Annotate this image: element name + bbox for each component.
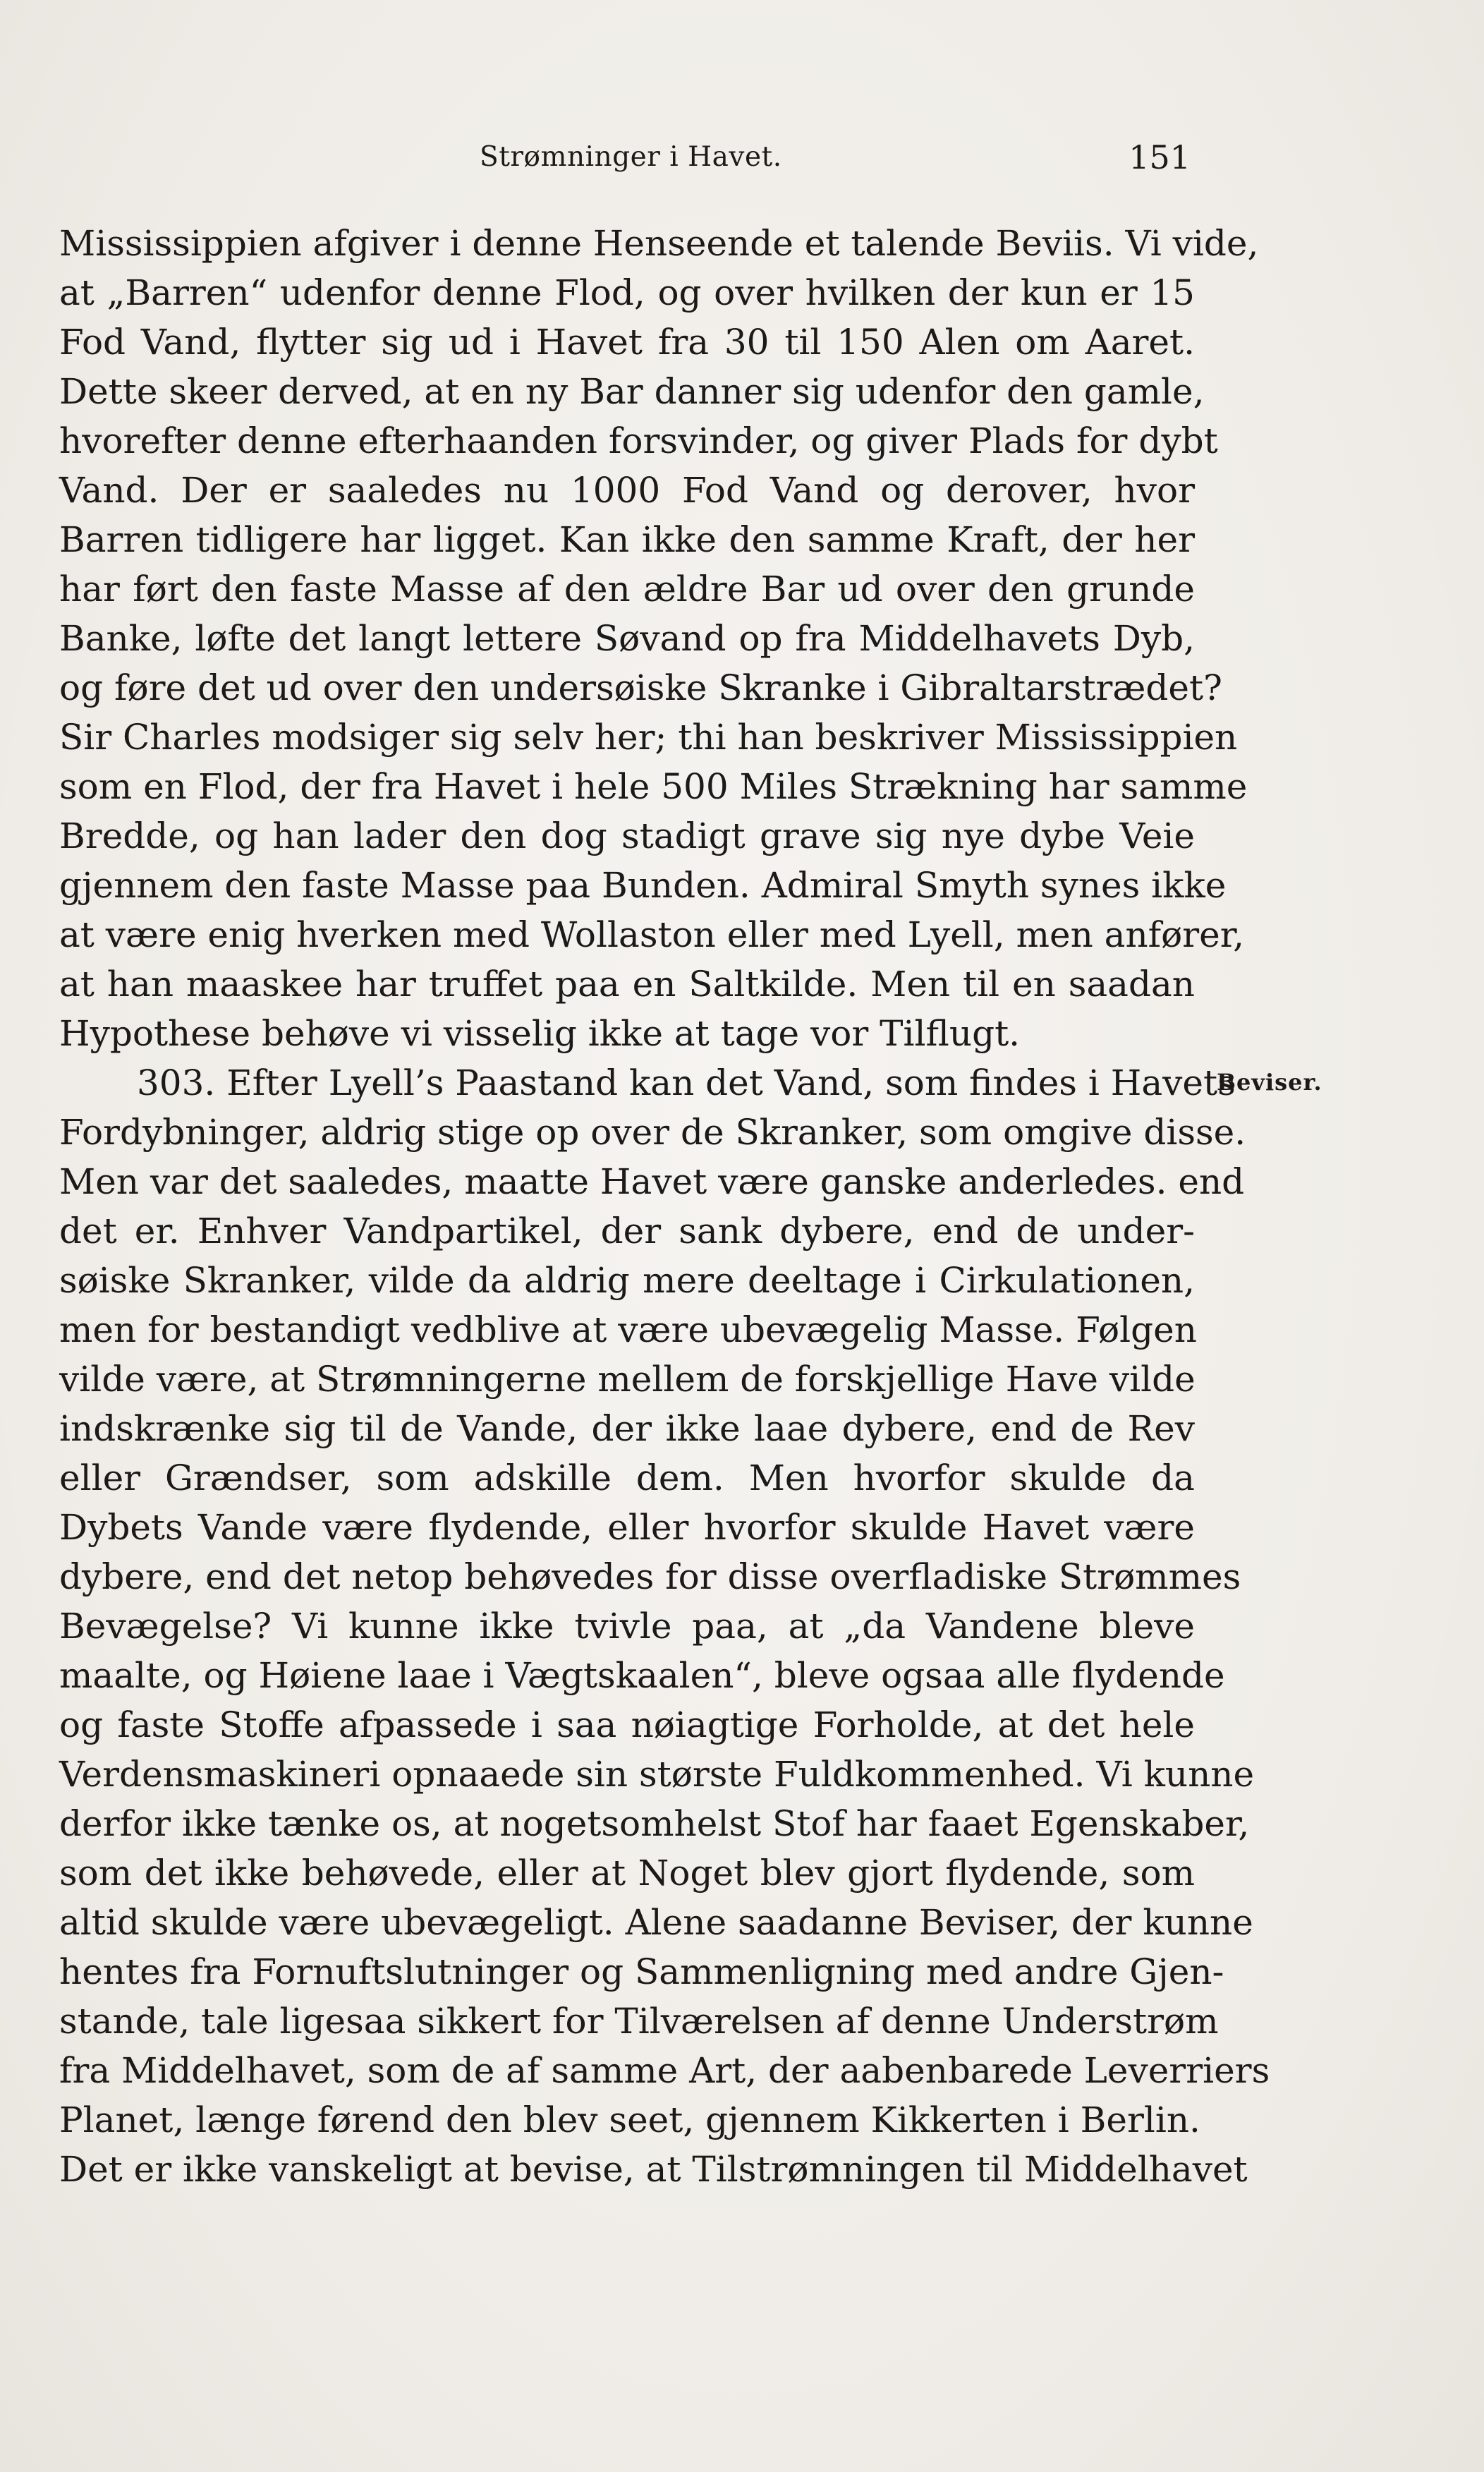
- text-line: Men var det saaledes, maatte Havet være ganske anderledes. end: [59, 1161, 1245, 1202]
- body-text: [59, 219, 1270, 2194]
- text-line: altid skulde være ubevægeligt. Alene saadanne Beviser, der kunne: [59, 1902, 1253, 1943]
- running-title: Strømninger i Havet.: [480, 141, 782, 173]
- margin-note: Beviser.: [1217, 1069, 1322, 1096]
- text-line: Verdensmaskineri opnaaede sin største Fuldkommenhed. Vi kunne: [59, 1754, 1255, 1795]
- text-line: Det er ikke vanskeligt at bevise, at Tilstrømningen til Middelhavet: [59, 2149, 1248, 2190]
- paragraph-start-line: 303. Efter Lyell’s Paastand kan det Vand, som findes i Havets: [137, 1062, 1236, 1103]
- text-line: at han maaskee har truffet paa en Saltkilde. Men til en saadan: [59, 964, 1195, 1005]
- text-line: som det ikke behøvede, eller at Noget blev gjort flydende, som: [59, 1853, 1195, 1894]
- text-line: hvorefter denne efterhaanden forsvinder, og giver Plads for dybt: [59, 420, 1218, 461]
- text-line: Dybets Vande være flydende, eller hvorfor skulde Havet være: [59, 1507, 1195, 1548]
- text-line: det er. Enhver Vandpartikel, der sank dybere, end de under-: [59, 1211, 1195, 1252]
- text-line: stande, tale ligesaa sikkert for Tilværelsen af denne Understrøm: [59, 2001, 1219, 2042]
- text-line: som en Flod, der fra Havet i hele 500 Miles Strækning har samme: [59, 766, 1248, 807]
- text-line: Dette skeer derved, at en ny Bar danner sig udenfor den gamle,: [59, 371, 1205, 412]
- text-line: Fordybninger, aldrig stige op over de Skranker, som omgive disse.: [59, 1112, 1246, 1153]
- text-line: indskrænke sig til de Vande, der ikke laae dybere, end de Rev: [59, 1408, 1195, 1449]
- text-line: Barren tidligere har ligget. Kan ikke den samme Kraft, der her: [59, 519, 1195, 560]
- text-line: Bevægelse? Vi kunne ikke tvivle paa, at „da Vandene bleve: [59, 1606, 1195, 1647]
- text-line: Bredde, og han lader den dog stadigt grave sig nye dybe Veie: [59, 816, 1195, 856]
- text-line: at være enig hverken med Wollaston eller med Lyell, men anfører,: [59, 914, 1245, 955]
- text-line: fra Middelhavet, som de af samme Art, der aabenbarede Leverriers: [59, 2050, 1270, 2091]
- text-line: maalte, og Høiene laae i Vægtskaalen“, bleve ogsaa alle flydende: [59, 1655, 1225, 1696]
- text-line: Sir Charles modsiger sig selv her; thi han beskriver Mississippien: [59, 717, 1238, 758]
- text-line: søiske Skranker, vilde da aldrig mere deeltage i Cirkulationen,: [59, 1260, 1195, 1301]
- text-line: Vand. Der er saaledes nu 1000 Fod Vand og derover, hvor: [59, 470, 1195, 511]
- text-line: Fod Vand, flytter sig ud i Havet fra 30 til 150 Alen om Aaret.: [59, 322, 1195, 363]
- text-line: dybere, end det netop behøvedes for disse overfladiske Strømmes: [59, 1556, 1241, 1597]
- text-line: eller Grændser, som adskille dem. Men hvorfor skulde da: [59, 1458, 1195, 1498]
- text-line: Hypothese behøve vi visselig ikke at tage vor Tilflugt.: [59, 1013, 1021, 1054]
- text-line: at „Barren“ udenfor denne Flod, og over hvilken der kun er 15: [59, 272, 1195, 313]
- text-line: Banke, løfte det langt lettere Søvand op fra Middelhavets Dyb,: [59, 618, 1195, 659]
- text-line: har ført den faste Masse af den ældre Bar ud over den grunde: [59, 569, 1195, 610]
- page-number: 151: [1129, 138, 1191, 176]
- text-line: og faste Stoffe afpassede i saa nøiagtige Forholde, at det hele: [59, 1704, 1195, 1745]
- text-line: Planet, længe førend den blev seet, gjennem Kikkerten i Berlin.: [59, 2100, 1200, 2140]
- text-line: derfor ikke tænke os, at nogetsomhelst Stof har faaet Egenskaber,: [59, 1803, 1250, 1844]
- text-line: vilde være, at Strømningerne mellem de forskjellige Have vilde: [59, 1359, 1196, 1400]
- text-line: Mississippien afgiver i denne Henseende et talende Beviis. Vi vide,: [59, 223, 1259, 264]
- text-line: hentes fra Fornuftslutninger og Sammenligning med andre Gjen-: [59, 1951, 1224, 1992]
- text-line: og føre det ud over den undersøiske Skranke i Gibraltarstrædet?: [59, 667, 1222, 708]
- text-line: men for bestandigt vedblive at være ubevægelig Masse. Følgen: [59, 1309, 1197, 1350]
- text-line: gjennem den faste Masse paa Bunden. Admiral Smyth synes ikke: [59, 865, 1227, 906]
